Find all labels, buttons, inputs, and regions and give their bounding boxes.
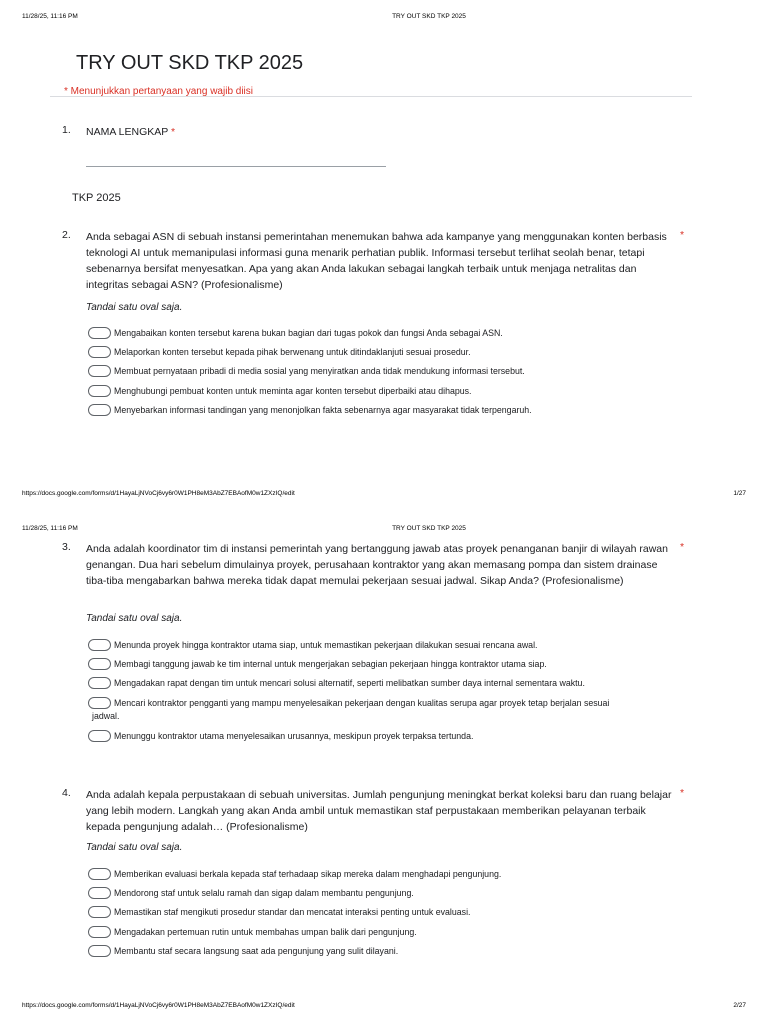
question-number: 4. (62, 787, 71, 799)
question-text: Anda adalah kepala perpustakaan di sebuah universitas. Jumlah pengunjung meningkat berkat koleksi baru dan ruang belajar yang lebih modern. Langkah yang akan Anda ambil untuk memastikan staf perpustakaan memberikan pelayanan terbaik kepada pengunjung adalah… (Profesionalisme) (86, 789, 672, 833)
option-radio[interactable] (88, 346, 688, 359)
print-footer-page-number: 2/27 (733, 1002, 746, 1009)
print-page-2 (0, 512, 768, 1024)
question-text: Anda sebagai ASN di sebuah instansi pemerintahan menemukan bahwa ada kampanye yang menggunakan konten berbasis teknologi AI untuk memanipulasi informasi guna menarik perhatian publik. Informasi tersebut terlihat seolah benar, tetapi sebenarnya bersifat menyesatkan. Apa yang akan Anda lakukan sebagai langkah terbaik untuk menjaga netralitas dan integritas sebagai ASN? (Profesionalisme) (86, 231, 667, 291)
required-star: * (680, 229, 685, 241)
radio-oval-icon[interactable] (88, 639, 111, 651)
instruction-text: Tandai satu oval saja. (86, 302, 183, 313)
option-label: Mengabaikan konten tersebut karena bukan bagian dari tugas pokok dan fungsi Anda sebagai ASN. (114, 328, 503, 338)
option-label: Menunda proyek hingga kontraktor utama siap, untuk memastikan pekerjaan dilakukan sesuai rencana awal. (114, 640, 538, 650)
option-label: Memastikan staf mengikuti prosedur standar dan mencatat interaksi penting untuk evaluasi. (114, 907, 471, 917)
question-number: 3. (62, 541, 71, 553)
option-radio[interactable] (88, 677, 688, 690)
option-radio[interactable] (88, 404, 688, 417)
option-label: Memberikan evaluasi berkala kepada staf terhadaap sikap mereka dalam menghadapi pengunjung. (114, 869, 502, 879)
radio-oval-icon[interactable] (88, 945, 111, 957)
option-radio[interactable] (88, 906, 688, 919)
option-label-continuation: jadwal. (92, 711, 120, 721)
option-radio[interactable] (88, 926, 688, 939)
required-note: * Menunjukkan pertanyaan yang wajib diisi (64, 86, 254, 97)
option-label: Menyebarkan informasi tandingan yang menonjolkan fakta sebenarnya agar masyarakat tidak terpengaruh. (114, 405, 532, 415)
radio-oval-icon[interactable] (88, 385, 111, 397)
option-label: Mengadakan pertemuan rutin untuk membahas umpan balik dari pengunjung. (114, 927, 417, 937)
radio-oval-icon[interactable] (88, 887, 111, 899)
form-title: TRY OUT SKD TKP 2025 (76, 52, 304, 74)
option-radio[interactable] (88, 868, 688, 881)
option-radio[interactable] (88, 887, 688, 900)
radio-oval-icon[interactable] (88, 404, 111, 416)
required-star: * (680, 541, 685, 553)
option-radio[interactable] (88, 327, 688, 340)
print-footer-page-number: 1/27 (733, 490, 746, 497)
option-radio[interactable] (88, 385, 688, 398)
radio-oval-icon[interactable] (88, 327, 111, 339)
question-text: Anda adalah koordinator tim di instansi pemerintah yang bertanggung jawab atas proyek penanganan banjir di wilayah rawan genangan. Dua hari sebelum dimulainya proyek, perusahaan kontraktor yang akan memasang pompa dan sistem drainase tiba-tiba mengabarkan bahwa mereka tidak dapat memulai pekerjaan sesuai jadwal. Sikap Anda? (Profesionalisme) (86, 543, 668, 587)
instruction-text: Tandai satu oval saja. (86, 613, 183, 624)
option-label: Membagi tanggung jawab ke tim internal untuk mengerjakan sebagian pekerjaan hingga kontraktor utama siap. (114, 659, 547, 669)
option-label: Membantu staf secara langsung saat ada pengunjung yang sulit dilayani. (114, 946, 399, 956)
option-label: Membuat pernyataan pribadi di media sosial yang menyiratkan anda tidak mendukung informasi tersebut. (114, 366, 525, 376)
option-label: Melaporkan konten tersebut kepada pihak berwenang untuk ditindaklanjuti sesuai prosedur. (114, 347, 471, 357)
option-radio[interactable] (88, 730, 688, 743)
option-label: Mendorong staf untuk selalu ramah dan sigap dalam membantu pengunjung. (114, 888, 414, 898)
radio-oval-icon[interactable] (88, 906, 111, 918)
required-star: * (680, 787, 685, 799)
radio-oval-icon[interactable] (88, 926, 111, 938)
print-header-title: TRY OUT SKD TKP 2025 (392, 13, 466, 20)
option-radio[interactable] (88, 697, 688, 723)
print-footer-url: https://docs.google.com/forms/d/1HayaLjNVoCj6vy6r0W1PH8eM3AbZ7EBAofM0w1ZXzIQ/edit (22, 490, 295, 497)
radio-oval-icon[interactable] (88, 868, 111, 880)
print-header-timestamp: 11/28/25, 11:16 PM (22, 13, 78, 20)
option-radio[interactable] (88, 365, 688, 378)
instruction-text: Tandai satu oval saja. (86, 842, 183, 853)
option-label: Mencari kontraktor pengganti yang mampu menyelesaikan pekerjaan dengan kualitas serupa agar proyek tetap berjalan sesuai (114, 698, 610, 708)
option-radio[interactable] (88, 639, 688, 652)
print-header-timestamp: 11/28/25, 11:16 PM (22, 525, 78, 532)
print-header-title: TRY OUT SKD TKP 2025 (392, 525, 466, 532)
option-label: Mengadakan rapat dengan tim untuk mencari solusi alternatif, seperti melibatkan sumber daya internal sementara waktu. (114, 678, 585, 688)
option-label: Menghubungi pembuat konten untuk meminta agar konten tersebut diperbaiki atau dihapus. (114, 386, 472, 396)
option-label: Menunggu kontraktor utama menyelesaikan urusannya, meskipun proyek terpaksa tertunda. (114, 731, 474, 741)
radio-oval-icon[interactable] (88, 730, 111, 742)
question-number: 2. (62, 229, 71, 241)
print-footer-url: https://docs.google.com/forms/d/1HayaLjNVoCj6vy6r0W1PH8eM3AbZ7EBAofM0w1ZXzIQ/edit (22, 1002, 295, 1009)
required-star: * (171, 126, 176, 138)
radio-oval-icon[interactable] (88, 346, 111, 358)
name-answer-field[interactable] (86, 166, 386, 167)
question-text (86, 124, 672, 140)
section-title: TKP 2025 (72, 192, 121, 204)
radio-oval-icon[interactable] (88, 677, 111, 689)
option-radio[interactable] (88, 658, 688, 671)
title-divider (50, 96, 692, 97)
question-label: NAMA LENGKAP (86, 126, 169, 138)
question-number: 1. (62, 124, 71, 136)
radio-oval-icon[interactable] (88, 697, 111, 709)
radio-oval-icon[interactable] (88, 658, 111, 670)
radio-oval-icon[interactable] (88, 365, 111, 377)
option-radio[interactable] (88, 945, 688, 958)
